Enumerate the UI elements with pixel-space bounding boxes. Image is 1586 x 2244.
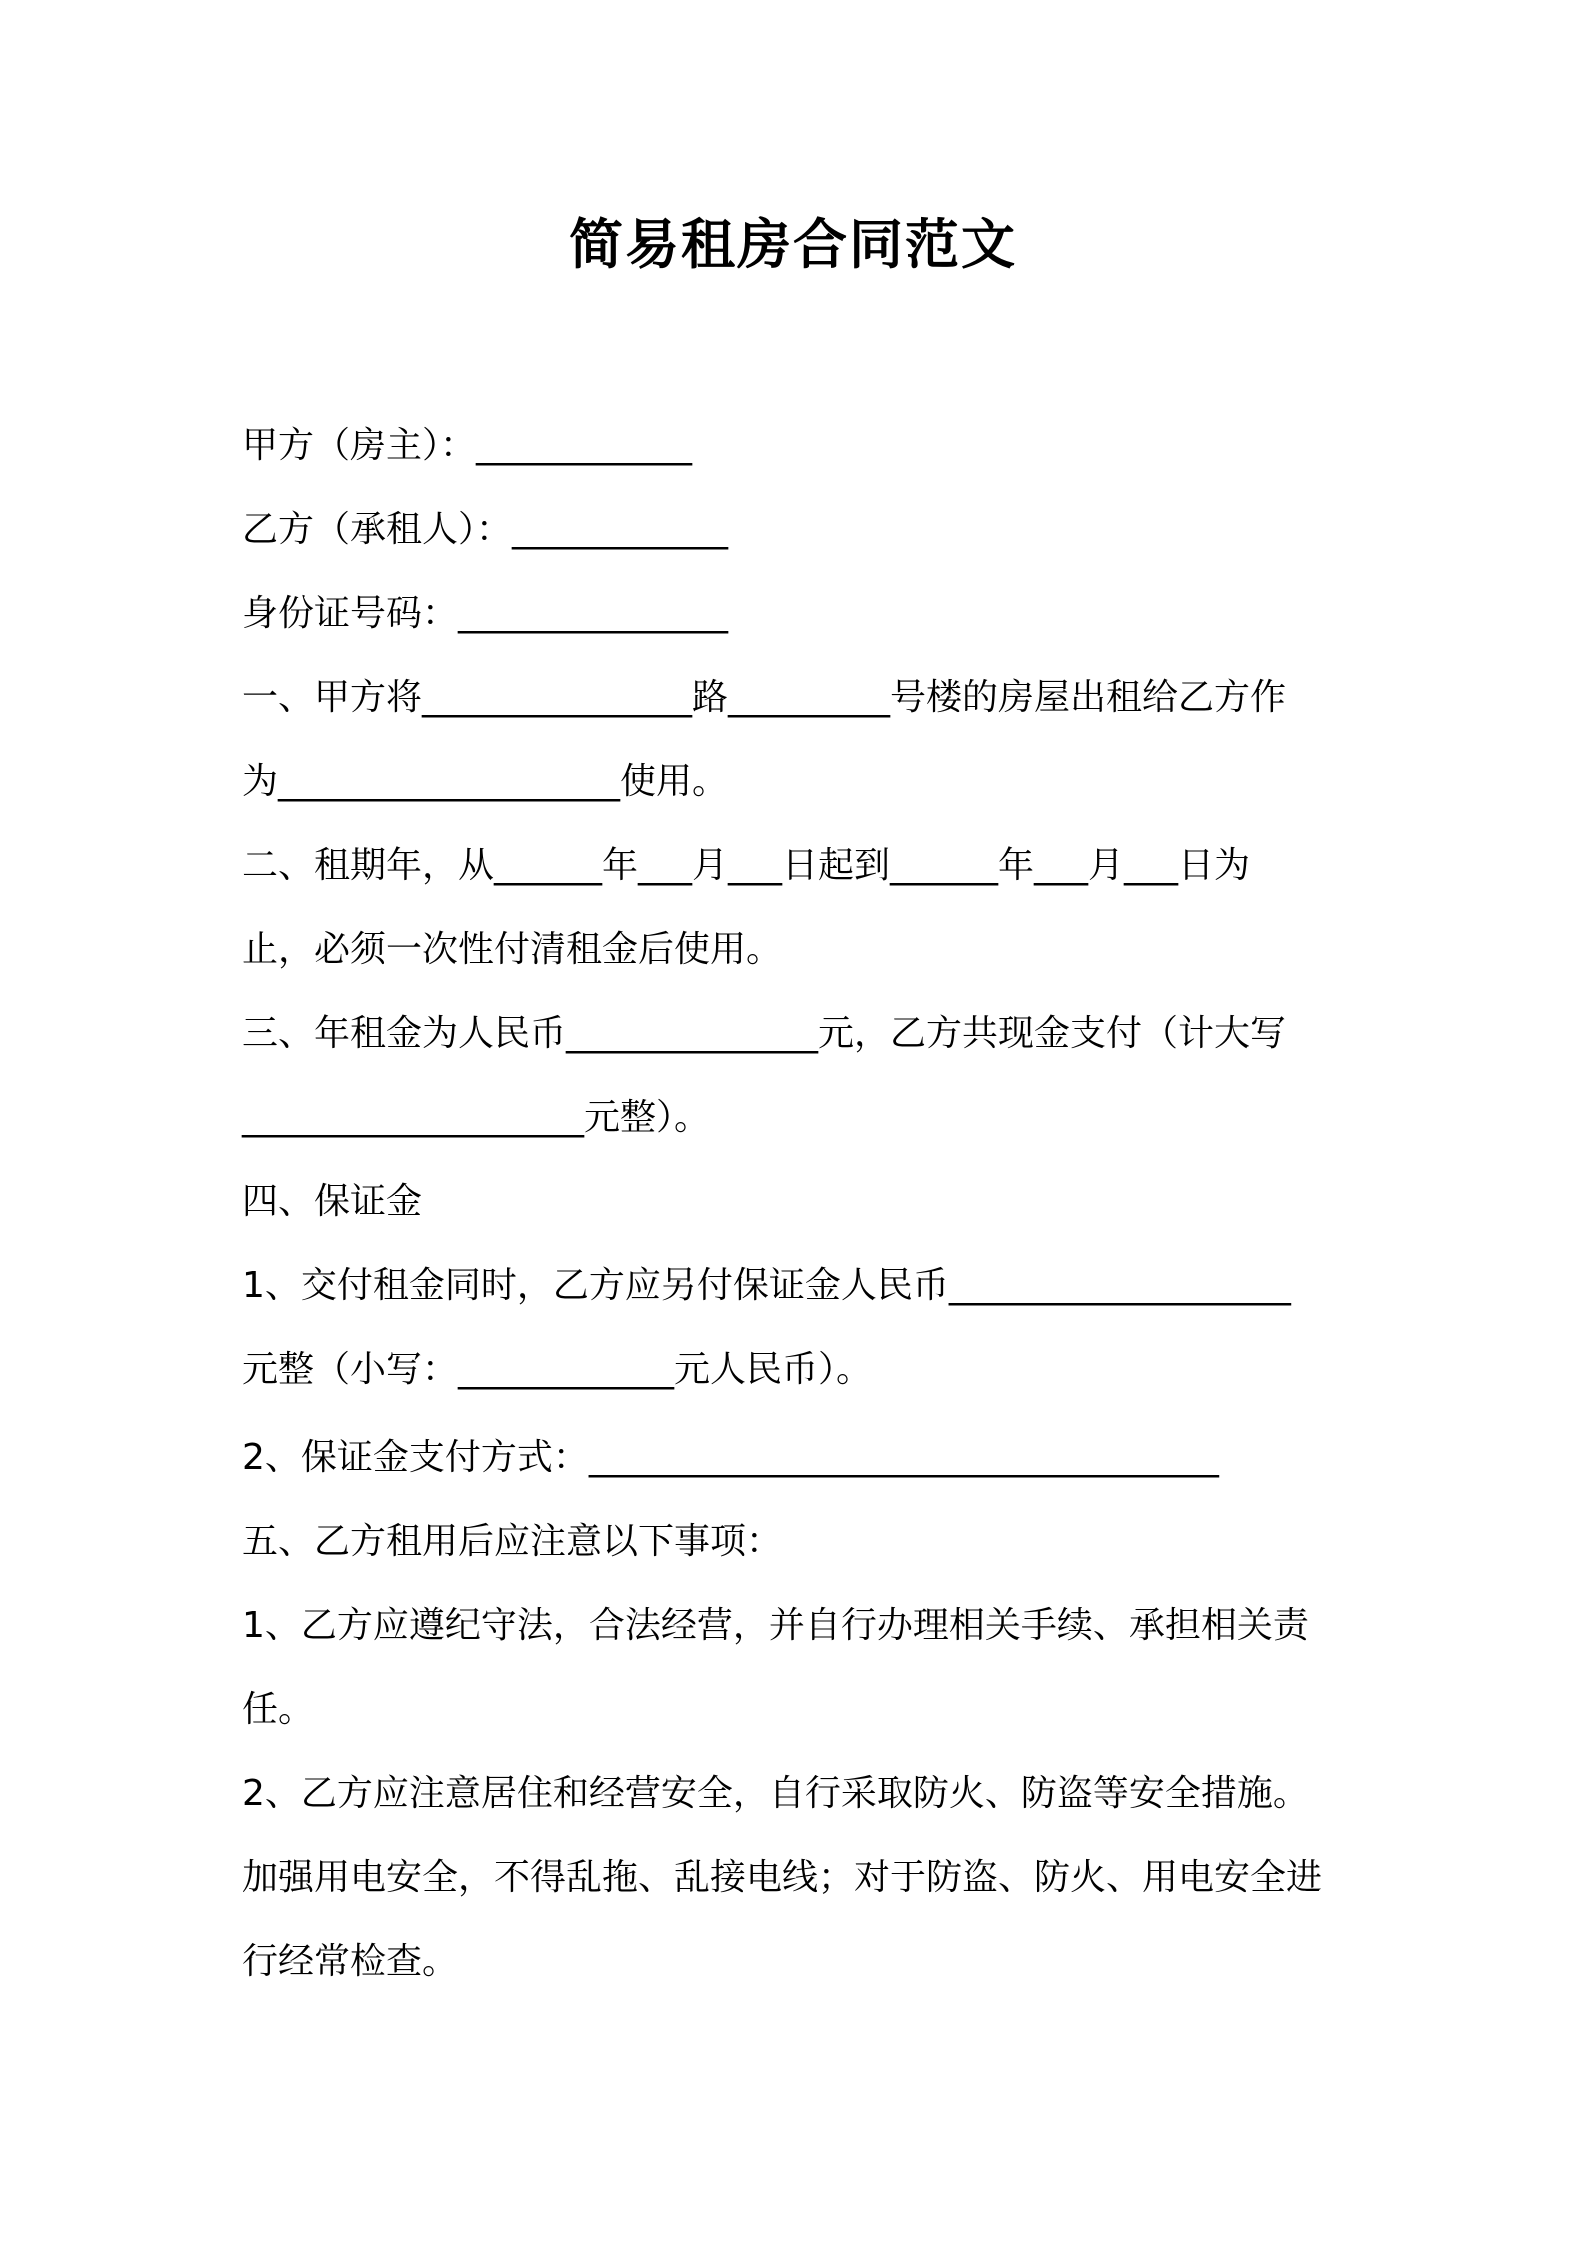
clause-5-heading: 五、乙方租用后应注意以下事项：: [242, 1521, 783, 1562]
clause-2-line-1: 二、租期年，从______年___月___日起到______年___月___日为: [242, 845, 1251, 886]
clause-3-line-1: 三、年租金为人民币______________元，乙方共现金支付（计大写: [242, 1013, 1287, 1054]
tenant-line: 乙方（承租人）：____________: [242, 509, 729, 550]
clause-3-line-2: ___________________元整）。: [242, 1097, 711, 1138]
landlord-line: 甲方（房主）：____________: [242, 425, 693, 466]
clause-5-item-2-line-2: 加强用电安全，不得乱拖、乱接电线；对于防盗、防火、用电安全进: [242, 1857, 1323, 1898]
clause-5-item-2-line-3: 行经常检查。: [242, 1941, 459, 1982]
clause-5-item-2-line-1: 2、乙方应注意居住和经营安全，自行采取防火、防盗等安全措施。: [242, 1773, 1309, 1814]
id-number-line: 身份证号码：_______________: [242, 593, 729, 634]
clause-5-item-1-line-2: 任。: [242, 1689, 315, 1730]
clause-1-line-1: 一、甲方将_______________路_________号楼的房屋出租给乙方作: [242, 677, 1287, 718]
clause-1-line-2: 为___________________使用。: [242, 761, 729, 802]
document-title: 简易租房合同范文: [569, 213, 1017, 276]
clause-4-heading: 四、保证金: [242, 1181, 423, 1222]
clause-4-item-2: 2、保证金支付方式：___________________________________: [242, 1437, 1219, 1478]
clause-5-item-1-line-1: 1、乙方应遵纪守法，合法经营，并自行办理相关手续、承担相关责: [242, 1605, 1309, 1646]
clause-4-item-1-line-1: 1、交付租金同时，乙方应另付保证金人民币___________________: [242, 1265, 1291, 1306]
clause-4-item-1-line-2: 元整（小写：____________元人民币）。: [242, 1349, 873, 1390]
clause-2-line-2: 止，必须一次性付清租金后使用。: [242, 929, 783, 970]
document-body: [242, 404, 1362, 2004]
